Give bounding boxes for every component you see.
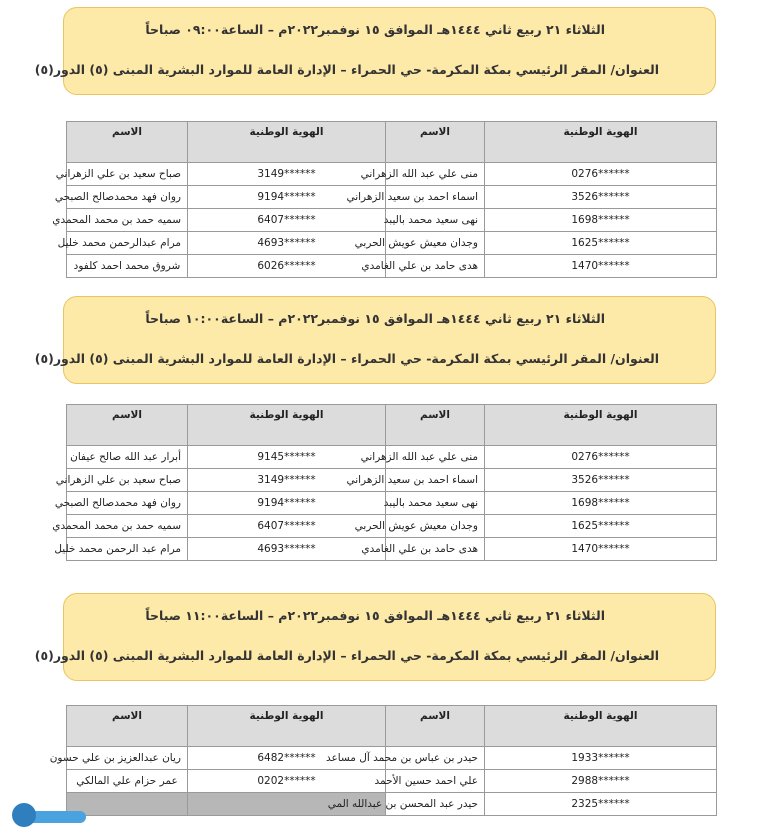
column-header-id: الهوية الوطنية <box>485 122 717 163</box>
id-cell: 1470****** <box>485 538 717 561</box>
table-header-row <box>67 122 717 163</box>
table-row <box>67 255 717 278</box>
id-cell: 3149****** <box>188 469 386 492</box>
id-cell: 6407****** <box>188 515 386 538</box>
session-banner-2 <box>34 296 716 384</box>
table-row <box>67 793 717 816</box>
id-cell: 2988****** <box>485 770 717 793</box>
table-row <box>67 492 717 515</box>
column-header-id: الهوية الوطنية <box>485 405 717 446</box>
column-header-name: الاسم <box>67 122 188 163</box>
id-cell: 2325****** <box>485 793 717 816</box>
session-address: العنوان/ المقر الرئيسي بمكة المكرمة- حي الحمراء – الإدارة العامة للموارد البشرية المبنى (٥) الدور(٥) <box>34 351 659 366</box>
name-cell: سميه حمد بن محمد المحمدي <box>67 515 188 538</box>
id-cell: 0276****** <box>485 446 717 469</box>
column-header-id: الهوية الوطنية <box>188 405 386 446</box>
table-row <box>67 747 717 770</box>
name-cell: ريان عبدالعزيز بن علي حسون <box>67 747 188 770</box>
column-header-id: الهوية الوطنية <box>188 706 386 747</box>
id-cell: 4693****** <box>188 232 386 255</box>
name-cell: روان فهد محمدصالح الصبحي <box>67 492 188 515</box>
table-row <box>67 446 717 469</box>
table-row <box>67 163 717 186</box>
name-cell: صباح سعيد بن علي الزهراني <box>67 163 188 186</box>
name-cell: عمر حزام علي المالكي <box>67 770 188 793</box>
table-row <box>67 538 717 561</box>
id-cell: 1625****** <box>485 515 717 538</box>
name-cell: حيدر عبد المحسن بن عبدالله المي <box>386 793 485 816</box>
name-cell: وجدان معيش عويش الحربي <box>386 515 485 538</box>
table-row <box>67 469 717 492</box>
id-cell: 9194****** <box>188 186 386 209</box>
session-address: العنوان/ المقر الرئيسي بمكة المكرمة- حي الحمراء – الإدارة العامة للموارد البشرية المبنى (٥) الدور(٥) <box>34 648 659 663</box>
id-cell: 1470****** <box>485 255 717 278</box>
id-cell: 0276****** <box>485 163 717 186</box>
roster-table-1 <box>52 121 717 278</box>
name-cell: حيدر بن عباس بن محمد آل مساعد <box>386 747 485 770</box>
name-cell: منى علي عبد الله الزهراني <box>386 446 485 469</box>
name-cell: اسماء احمد بن سعيد الزهراني <box>386 186 485 209</box>
session-heading: الثلاثاء ٢١ ربيع ثاني ١٤٤٤هـ الموافق ١٥ نوفمبر٢٠٢٢م – الساعة١٠:٠٠ صباحاً <box>145 311 605 326</box>
id-cell: 6026****** <box>188 255 386 278</box>
name-cell: علي احمد حسين الأحمد <box>386 770 485 793</box>
column-header-name: الاسم <box>386 706 485 747</box>
name-cell: هدى حامد بن علي الغامدي <box>386 538 485 561</box>
session-address: العنوان/ المقر الرئيسي بمكة المكرمة- حي الحمراء – الإدارة العامة للموارد البشرية المبنى (٥) الدور(٥) <box>34 62 659 77</box>
name-cell: أبرار عبد الله صالح عيفان <box>67 446 188 469</box>
id-cell: 0202****** <box>188 770 386 793</box>
name-cell: شروق محمد احمد كلفود <box>67 255 188 278</box>
table-row <box>67 770 717 793</box>
name-cell: نهى سعيد محمد باليبد <box>386 209 485 232</box>
id-cell: 3526****** <box>485 469 717 492</box>
session-banner-1 <box>34 7 716 95</box>
id-cell: 6407****** <box>188 209 386 232</box>
name-cell: روان فهد محمدصالح الصبحي <box>67 186 188 209</box>
id-cell: 3149****** <box>188 163 386 186</box>
table-row <box>67 232 717 255</box>
column-header-name: الاسم <box>386 122 485 163</box>
name-cell: مرام عبد الرحمن محمد خليل <box>67 538 188 561</box>
name-cell: وجدان معيش عويش الحربي <box>386 232 485 255</box>
column-header-name: الاسم <box>386 405 485 446</box>
column-header-name: الاسم <box>67 405 188 446</box>
name-cell: مرام عبدالرحمن محمد خليل <box>67 232 188 255</box>
id-cell: 1698****** <box>485 492 717 515</box>
logo-circle-shape <box>12 803 36 827</box>
id-cell: 1698****** <box>485 209 717 232</box>
table-row <box>67 186 717 209</box>
name-cell: اسماء احمد بن سعيد الزهراني <box>386 469 485 492</box>
column-header-id: الهوية الوطنية <box>188 122 386 163</box>
id-cell: 6482****** <box>188 747 386 770</box>
name-cell: صباح سعيد بن علي الزهراني <box>67 469 188 492</box>
id-cell: 9194****** <box>188 492 386 515</box>
session-heading: الثلاثاء ٢١ ربيع ثاني ١٤٤٤هـ الموافق ١٥ نوفمبر٢٠٢٢م – الساعة٠٩:٠٠ صباحاً <box>145 22 605 37</box>
column-header-id: الهوية الوطنية <box>485 706 717 747</box>
column-header-name: الاسم <box>67 706 188 747</box>
name-cell <box>67 793 188 816</box>
name-cell: منى علي عبد الله الزهراني <box>386 163 485 186</box>
id-cell: 1625****** <box>485 232 717 255</box>
id-cell: 3526****** <box>485 186 717 209</box>
id-cell: 9145****** <box>188 446 386 469</box>
roster-table-2 <box>52 404 717 561</box>
session-banner-3 <box>34 593 716 681</box>
name-cell: هدى حامد بن علي الغامدي <box>386 255 485 278</box>
name-cell: نهى سعيد محمد باليبد <box>386 492 485 515</box>
corner-logo <box>8 797 72 831</box>
table-row <box>67 209 717 232</box>
name-cell: سميه حمد بن محمد المحمدي <box>67 209 188 232</box>
session-heading: الثلاثاء ٢١ ربيع ثاني ١٤٤٤هـ الموافق ١٥ نوفمبر٢٠٢٢م – الساعة١١:٠٠ صباحاً <box>145 608 605 623</box>
id-cell: 1933****** <box>485 747 717 770</box>
table-header-row <box>67 405 717 446</box>
table-row <box>67 515 717 538</box>
table-header-row <box>67 706 717 747</box>
roster-table-3 <box>49 705 717 816</box>
id-cell: 4693****** <box>188 538 386 561</box>
